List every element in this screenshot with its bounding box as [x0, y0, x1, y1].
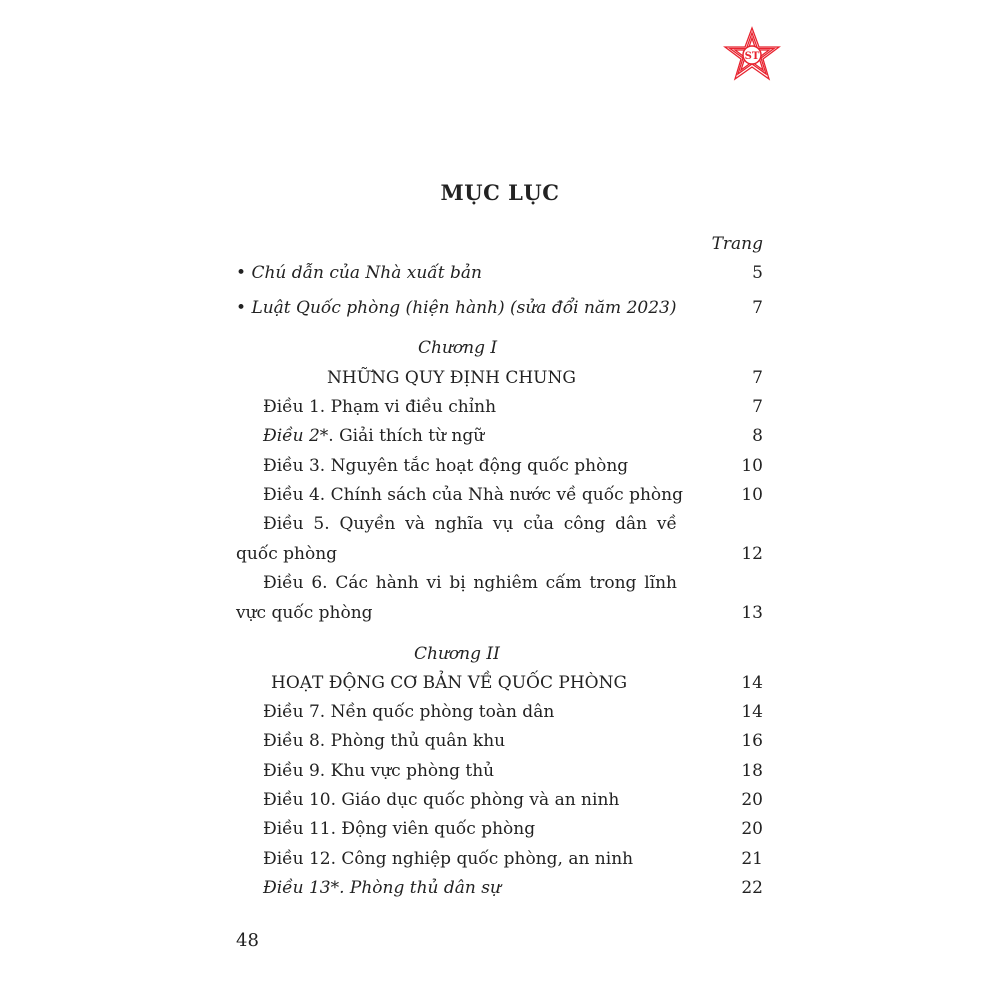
page-title: MỤC LỤC: [440, 180, 560, 205]
article-page: 21: [741, 849, 763, 869]
chapter-label: Chương I: [418, 338, 498, 358]
article-prefix: Điều 12.: [263, 849, 337, 869]
article-prefix: Điều 9.: [263, 761, 326, 781]
article-prefix: Điều 8.: [263, 731, 326, 751]
chapter-page: 14: [741, 673, 763, 693]
bullet: •: [236, 263, 247, 283]
article-continuation[interactable]: vực quốc phòng: [236, 603, 373, 623]
toc-article[interactable]: [263, 730, 505, 752]
article-prefix: Điều 11.: [263, 819, 337, 839]
article-page: 22: [741, 878, 763, 898]
article-page: 10: [741, 456, 763, 476]
article-line: [263, 572, 677, 594]
article-label: Các hành vi bị nghiêm cấm trong lĩnh: [327, 573, 677, 593]
toc-article[interactable]: [263, 396, 496, 418]
article-page: 16: [741, 731, 763, 751]
article-label: Nguyên tắc hoạt động quốc phòng: [325, 456, 629, 476]
article-prefix: Điều 3.: [263, 456, 326, 476]
toc-article[interactable]: [263, 484, 683, 506]
toc-entry-page: 7: [752, 298, 763, 318]
article-label: Nền quốc phòng toàn dân: [325, 702, 555, 722]
article-page: 8: [752, 426, 763, 446]
article-page: 20: [741, 790, 763, 810]
article-label: Giáo dục quốc phòng và an ninh: [336, 790, 620, 810]
article-prefix: Điều 6.: [263, 573, 328, 593]
article-page: 18: [741, 761, 763, 781]
article-label: . Phòng thủ dân sự: [339, 878, 501, 898]
article-line: [263, 513, 677, 535]
bullet: •: [236, 298, 247, 318]
chapter-title[interactable]: HOẠT ĐỘNG CƠ BẢN VỀ QUỐC PHÒNG: [271, 673, 628, 693]
star-logo-icon: [722, 25, 782, 85]
toc-article[interactable]: [263, 818, 535, 840]
article-page: 7: [752, 397, 763, 417]
article-label: . Giải thích từ ngữ: [328, 426, 485, 446]
svg-text:ST: ST: [744, 51, 760, 62]
toc-article[interactable]: [263, 455, 628, 477]
toc-entry-label: Chú dẫn của Nhà xuất bản: [251, 263, 482, 283]
article-label: Quyền và nghĩa vụ của công dân về: [329, 514, 677, 534]
article-prefix: Điều 1.: [263, 397, 326, 417]
toc-article[interactable]: [263, 877, 501, 899]
toc-article[interactable]: [263, 513, 677, 535]
chapter-label: Chương II: [414, 644, 500, 664]
article-page: 20: [741, 819, 763, 839]
article-label: Phạm vi điều chỉnh: [325, 397, 497, 417]
article-prefix: Điều 13*: [263, 878, 340, 898]
toc-entry-front[interactable]: [236, 297, 676, 319]
article-label: Động viên quốc phòng: [336, 819, 536, 839]
article-prefix: Điều 4.: [263, 485, 326, 505]
toc-article[interactable]: [263, 572, 677, 594]
toc-article[interactable]: [263, 760, 494, 782]
toc-article[interactable]: [263, 848, 633, 870]
chapter-page: 7: [752, 368, 763, 388]
toc-article[interactable]: [263, 425, 484, 447]
article-page: 13: [741, 603, 763, 623]
article-continuation[interactable]: quốc phòng: [236, 544, 338, 564]
article-label: Phòng thủ quân khu: [325, 731, 506, 751]
article-page: 14: [741, 702, 763, 722]
article-page: 10: [741, 485, 763, 505]
article-prefix: Điều 2*: [263, 426, 329, 446]
article-page: 12: [741, 544, 763, 564]
article-prefix: Điều 7.: [263, 702, 326, 722]
article-label: Khu vực phòng thủ: [325, 761, 495, 781]
page-number: 48: [236, 930, 259, 951]
article-label: Công nghiệp quốc phòng, an ninh: [336, 849, 634, 869]
toc-entry-page: 5: [752, 263, 763, 283]
toc-article[interactable]: [263, 701, 554, 723]
toc-entry-front[interactable]: [236, 262, 482, 284]
page-column-label: Trang: [711, 234, 763, 254]
chapter-title[interactable]: NHỮNG QUY ĐỊNH CHUNG: [327, 368, 576, 388]
toc-entry-label: Luật Quốc phòng (hiện hành) (sửa đổi năm 2023): [251, 298, 677, 318]
article-prefix: Điều 10.: [263, 790, 337, 810]
toc-article[interactable]: [263, 789, 619, 811]
article-prefix: Điều 5.: [263, 514, 330, 534]
article-label: Chính sách của Nhà nước về quốc phòng: [325, 485, 683, 505]
publisher-logo: [722, 25, 782, 85]
